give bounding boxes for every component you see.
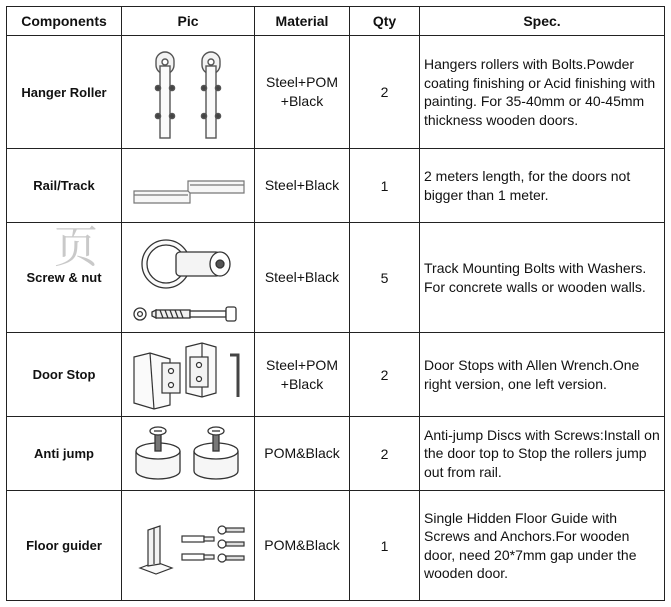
spec-cell: Door Stops with Allen Wrench.One right version, one left version. xyxy=(420,333,665,417)
material-line: POM&Black xyxy=(264,445,340,461)
anti-jump-disc-icon xyxy=(122,417,255,491)
component-name: Anti jump xyxy=(7,417,122,491)
components-table xyxy=(6,6,665,601)
floor-guide-icon xyxy=(122,491,255,601)
material-line: +Black xyxy=(280,93,324,109)
header-material: Material xyxy=(255,7,350,36)
table-row xyxy=(7,417,665,491)
component-name: Screw & nut xyxy=(7,223,122,333)
door-stop-icon xyxy=(122,333,255,417)
qty-cell: 1 xyxy=(350,149,420,223)
header-pic: Pic xyxy=(122,7,255,36)
spec-cell: Hangers rollers with Bolts.Powder coating finishing or Acid finishing with painting. For 35-40mm or 40-45mm thickness wooden doors. xyxy=(420,36,665,149)
spec-cell: 2 meters length, for the doors not bigger than 1 meter. xyxy=(420,149,665,223)
qty-cell: 1 xyxy=(350,491,420,601)
spec-cell: Track Mounting Bolts with Washers. For concrete walls or wooden walls. xyxy=(420,223,665,333)
table-row xyxy=(7,333,665,417)
spec-cell: Anti-jump Discs with Screws:Install on the door top to Stop the rollers jump out from rail. xyxy=(420,417,665,491)
qty-cell: 2 xyxy=(350,417,420,491)
component-name: Hanger Roller xyxy=(7,36,122,149)
component-name: Floor guider xyxy=(7,491,122,601)
header-spec: Spec. xyxy=(420,7,665,36)
spec-cell: Single Hidden Floor Guide with Screws and Anchors.For wooden door, need 20*7mm gap under the wooden door. xyxy=(420,491,665,601)
rail-track-icon xyxy=(122,149,255,223)
watermark: 页 xyxy=(54,222,98,273)
material-line: +Black xyxy=(280,375,324,392)
material-cell xyxy=(255,417,350,491)
qty-cell: 5 xyxy=(350,223,420,333)
screw-nut-icon xyxy=(122,223,255,333)
material-cell xyxy=(255,36,350,149)
material-cell xyxy=(255,223,350,333)
component-name: Door Stop xyxy=(7,333,122,417)
header-row xyxy=(7,7,665,36)
material-line: Steel+POM xyxy=(266,74,338,90)
material-line: Steel+Black xyxy=(264,177,340,193)
table-row xyxy=(7,149,665,223)
hanger-roller-icon xyxy=(122,36,255,149)
table-row xyxy=(7,36,665,149)
component-name: Rail/Track xyxy=(7,149,122,223)
material-line: POM&Black xyxy=(264,537,340,553)
header-components: Components xyxy=(7,7,122,36)
material-line: Steel+POM xyxy=(266,356,338,373)
table-row xyxy=(7,223,665,333)
table-row xyxy=(7,491,665,601)
material-line: Steel+Black xyxy=(264,269,340,285)
qty-cell: 2 xyxy=(350,36,420,149)
material-cell xyxy=(255,149,350,223)
header-qty: Qty xyxy=(350,7,420,36)
material-cell xyxy=(255,491,350,601)
qty-cell: 2 xyxy=(350,333,420,417)
material-cell xyxy=(255,333,350,417)
